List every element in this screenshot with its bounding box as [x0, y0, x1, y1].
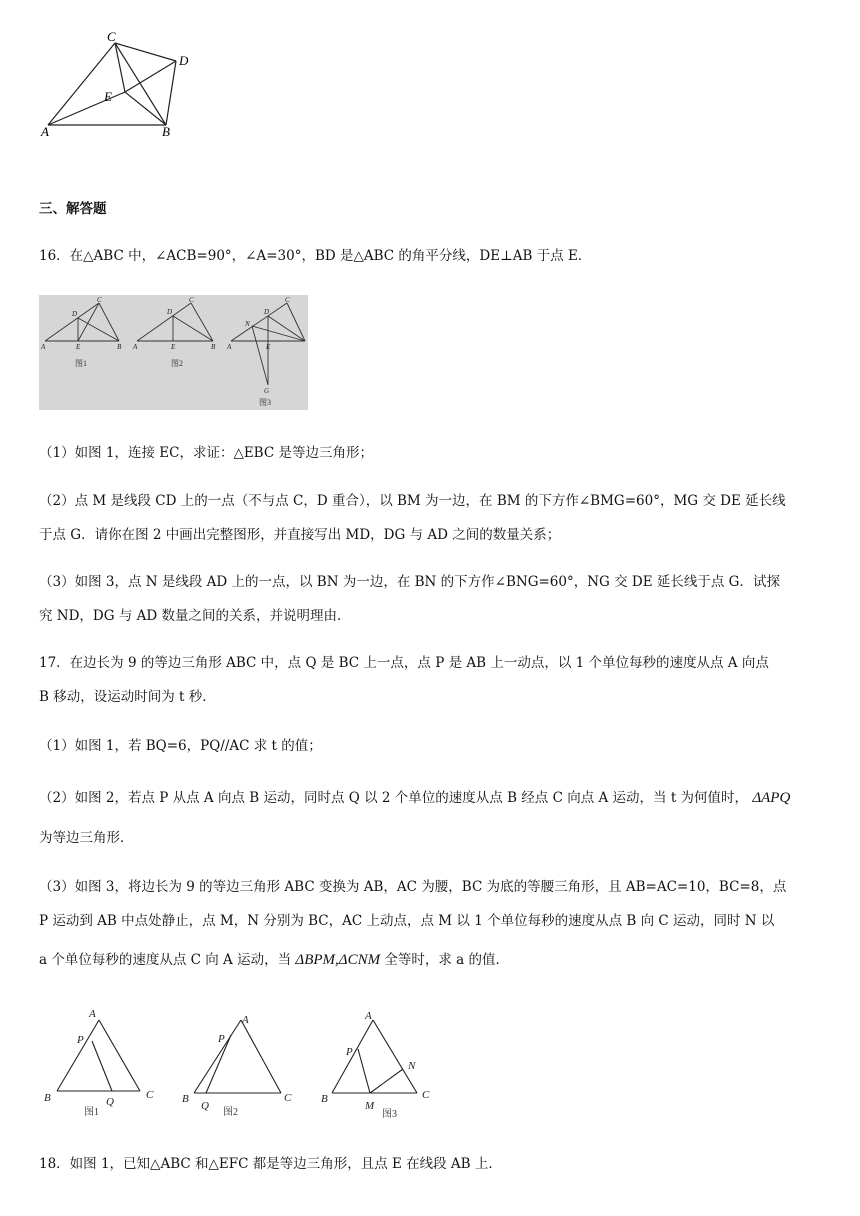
fig2-label-c: C [189, 296, 194, 304]
q17-part3-line1: （3）如图 3，将边长为 9 的等边三角形 ABC 变换为 AB，AC 为腰，BC 为底的等腰三角形，且 AB=AC=10，BC=8，点 [39, 879, 787, 895]
q16-figures-photo [39, 295, 308, 410]
label-c: C [107, 29, 116, 44]
fig1-label-e: E [76, 343, 81, 351]
q16-caption-2: 图2 [171, 359, 183, 368]
q17-fig2-label-b: B [182, 1093, 189, 1105]
q17-part2-text: （2）如图 2，若点 P 从点 A 向点 B 运动，同时点 Q 以 2 个单位的速度从点 B 经点 C 向点 A 运动，当 t 为何值时， [39, 790, 749, 806]
label-a: A [41, 124, 49, 139]
fig2-label-d: D [167, 308, 173, 316]
fig2-label-e: E [171, 343, 176, 351]
q17-caption-2: 图2 [223, 1107, 238, 1118]
section-heading: 三、解答题 [39, 201, 107, 217]
fig1-ec [78, 303, 99, 341]
q16-caption-1: 图1 [75, 359, 87, 368]
q17-caption-3: 图3 [382, 1109, 397, 1120]
q17-fig3-label-n: N [408, 1060, 416, 1072]
q17-fig3-label-c: C [422, 1089, 430, 1101]
label-d: D [179, 53, 189, 68]
fig1-label-a: A [41, 343, 46, 351]
fig1-ac [45, 303, 99, 341]
q16-stem: 16．在△ABC 中，∠ACB=90°，∠A=30°，BD 是△ABC 的角平分线，DE⊥AB 于点 E． [39, 248, 592, 264]
q17-part3-text-post: 全等时，求 a 的值． [384, 952, 510, 968]
q17-fig2-ab [194, 1020, 241, 1093]
fig3-ng [252, 326, 268, 385]
fig2-bd [173, 316, 213, 341]
q17-fig1-label-q: Q [106, 1096, 114, 1108]
fig1-label-d: D [72, 310, 78, 318]
fig3-label-a: A [227, 343, 232, 351]
q17-fig2-label-q: Q [201, 1100, 209, 1112]
segment-ae [48, 92, 125, 125]
q16-part2-line1: （2）点 M 是线段 CD 上的一点（不与点 C，D 重合），以 BM 为一边，在 BM 的下方作∠BMG=60°，MG 交 DE 延长线 [39, 493, 786, 509]
fig2-cb [191, 303, 213, 341]
fig3-label-e: E [266, 343, 271, 351]
q17-fig3-pm [358, 1049, 370, 1093]
q17-fig1-label-a: A [89, 1008, 96, 1020]
q17-fig1-pq [92, 1041, 112, 1091]
q17-part3-line3 [39, 950, 509, 970]
q17-fig3-label-p: P [346, 1046, 353, 1058]
segment-ac [48, 43, 115, 125]
fig1-label-c: C [97, 296, 102, 304]
fig3-label-c: C [285, 296, 290, 304]
fig3-nb [252, 326, 305, 341]
q17-part1: （1）如图 1，若 BQ=6，PQ//AC 求 t 的值； [39, 738, 322, 754]
segment-ed [125, 61, 176, 92]
q17-fig3-mn [370, 1069, 403, 1093]
q17-fig3-label-b: B [321, 1093, 328, 1105]
segment-db [166, 61, 176, 125]
q17-fig2-label-p: P [218, 1033, 225, 1045]
q17-fig2-label-a: A [242, 1014, 249, 1026]
q17-fig1-label-c: C [146, 1089, 154, 1101]
q16-part2-line2: 于点 G．请你在图 2 中画出完整图形，并直接写出 MD，DG 与 AD 之间的数量关系； [39, 527, 561, 543]
segment-eb [125, 92, 166, 125]
q17-fig3-label-a: A [365, 1010, 372, 1022]
q17-figures [40, 1005, 440, 1125]
q17-fig1-ab [57, 1020, 99, 1091]
q16-caption-3: 图3 [259, 398, 271, 407]
q17-fig3-ac [373, 1020, 417, 1093]
top-figure [36, 28, 206, 143]
q17-caption-1: 图1 [84, 1107, 99, 1118]
fig2-label-a: A [133, 343, 138, 351]
q17-stem-line2: B 移动，设运动时间为 t 秒． [39, 689, 216, 705]
q16-part3-line1: （3）如图 3，点 N 是线段 AD 上的一点，以 BN 为一边，在 BN 的下方作∠BNG=60°，NG 交 DE 延长线于点 G．试探 [39, 574, 780, 590]
q17-fig1-ac [99, 1020, 140, 1091]
q16-part3-line2: 究 ND，DG 与 AD 数量之间的关系，并说明理由． [39, 608, 351, 624]
q17-part3-line2: P 运动到 AB 中点处静止，点 M，N 分别为 BC，AC 上动点，点 M 以 1 个单位每秒的速度从点 B 向 C 运动，同时 N 以 [39, 913, 775, 929]
fig3-label-n: N [245, 320, 250, 328]
fig2-label-b: B [211, 343, 216, 351]
q17-part2-math: ΔAPQ [752, 790, 791, 806]
q17-part2-line2: 为等边三角形． [39, 830, 134, 846]
label-b: B [162, 124, 170, 139]
q17-fig2-label-c: C [284, 1092, 292, 1104]
label-e: E [104, 89, 112, 104]
q17-fig1-label-p: P [77, 1034, 84, 1046]
fig3-label-d: D [264, 308, 270, 316]
q17-fig2-ac [241, 1020, 281, 1093]
q18-stem: 18．如图 1，已知△ABC 和△EFC 都是等边三角形，且点 E 在线段 AB 上． [39, 1156, 502, 1172]
q17-part3-text-pre: a 个单位每秒的速度从点 C 向 A 运动，当 [39, 952, 292, 968]
fig3-ac [231, 303, 287, 341]
q16-part1: （1）如图 1，连接 EC，求证：△EBC 是等边三角形； [39, 445, 373, 461]
q17-stem-line1: 17．在边长为 9 的等边三角形 ABC 中，点 Q 是 BC 上一点，点 P 是 AB 上一动点，以 1 个单位每秒的速度从点 A 向点 [39, 655, 769, 671]
q17-fig3-label-m: M [365, 1100, 375, 1112]
fig1-label-b: B [117, 343, 122, 351]
q17-part3-math: ΔBPM,ΔCNM [295, 952, 381, 968]
q17-fig1-label-b: B [44, 1092, 51, 1104]
fig3-label-g: G [264, 387, 270, 395]
q17-part2-line1 [39, 788, 790, 808]
